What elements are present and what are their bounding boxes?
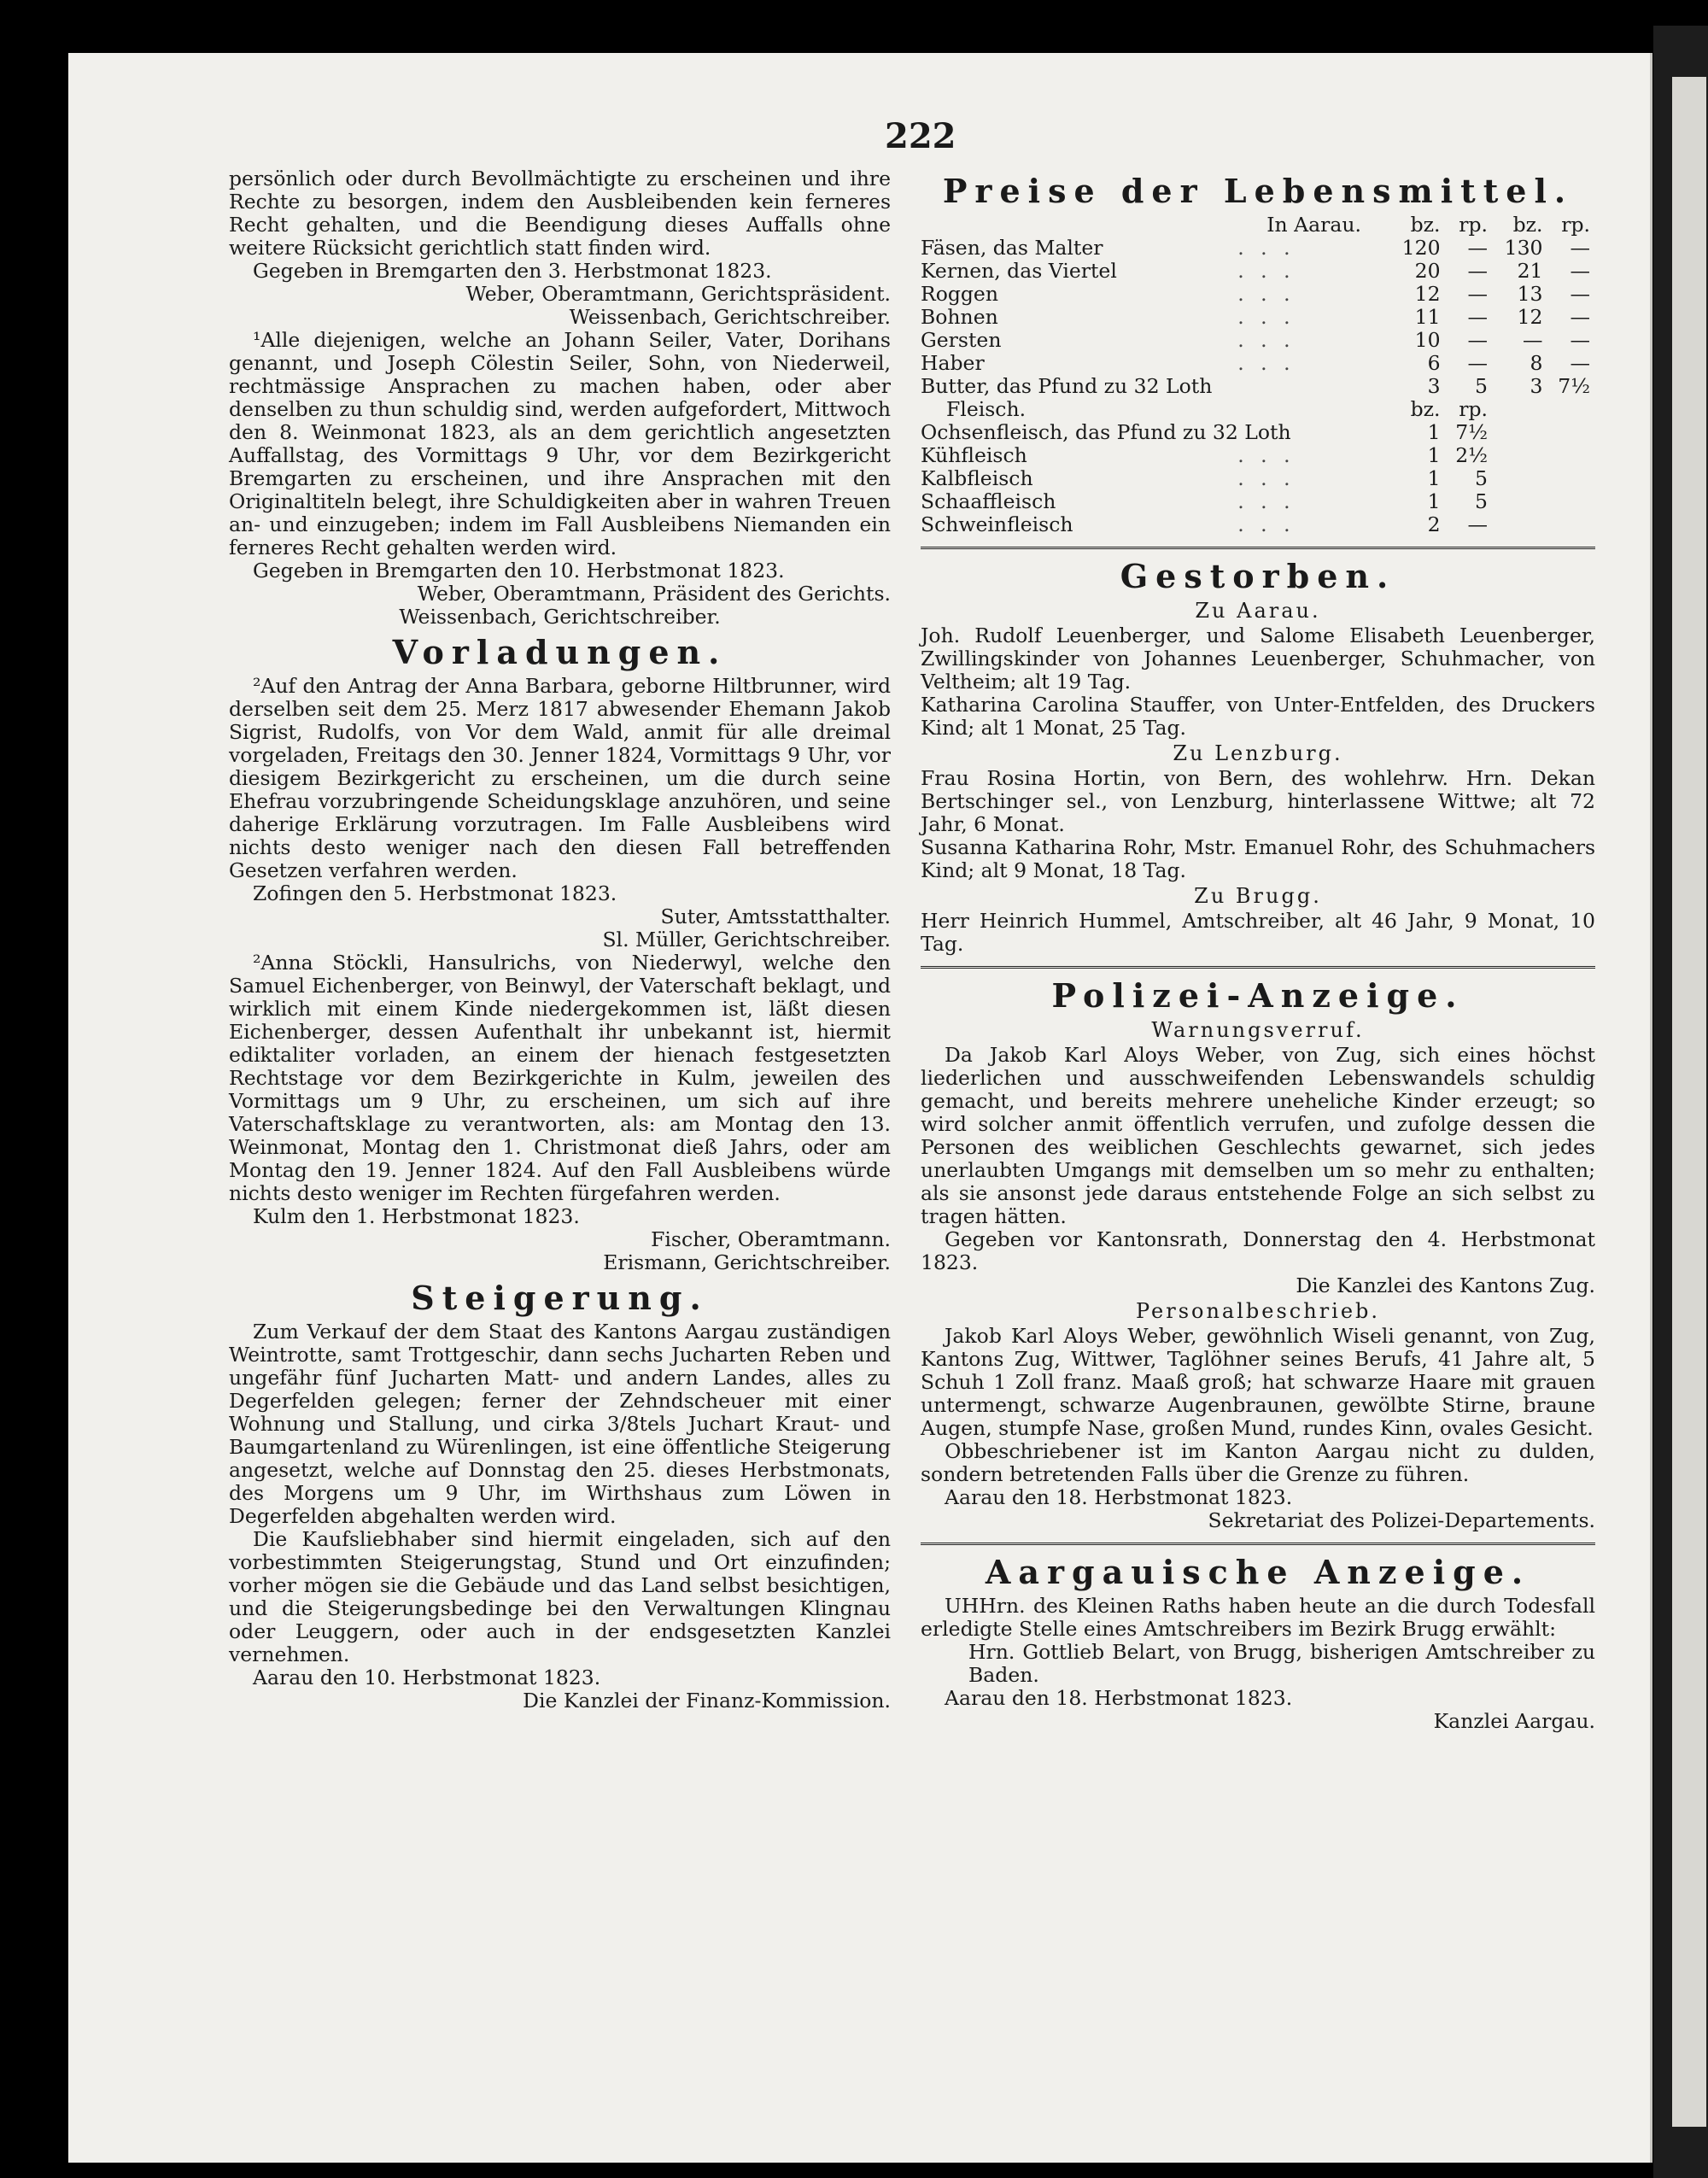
price-value: 130 (1504, 236, 1543, 260)
notice-date: Zofingen den 5. Herbstmonat 1823. (253, 881, 617, 905)
price-value: — (1523, 328, 1543, 352)
price-value: 11 (1414, 305, 1441, 329)
price-row: Gersten . . . 10 — — — (921, 329, 1595, 352)
notice-paragraph: UHHrn. des Kleinen Raths haben heute an die durch Todesfall erledigte Stelle eines Amtschreibers im Bezirk Brugg erwählt: (921, 1594, 1595, 1641)
price-value: 5 (1475, 489, 1488, 513)
notice-signature: Erismann, Gerichtschreiber. (603, 1250, 891, 1274)
price-row: Haber . . . 6 — 8 — (921, 352, 1595, 375)
notice-paragraph: persönlich oder durch Bevollmächtigte zu erscheinen und ihre Rechte zu besorgen, indem den Ausbleibenden kein ferneres Recht gehalten, und die Beendigung dieses Auffalls ohne weitere Rücksicht gerichtlich statt finden wird. (229, 167, 891, 260)
notice-signature: Suter, Amtsstatthalter. (660, 905, 891, 928)
notice-date: Aarau den 18. Herbstmonat 1823. (945, 1485, 1293, 1509)
price-value: 1 (1427, 420, 1441, 444)
notice-paragraph: ¹Alle diejenigen, welche an Johann Seiler, Vater, Dorihans genannt, und Joseph Cölestin Seiler, Sohn, von Niederweil, rechtmässige Ansprachen zu machen haben, oder aber denselben zu thun schuldig sind, werden aufgefordert, Mittwoch den 8. Weinmonat 1823, als an dem gerichtlich angesetzten Auffallstag, des Vormittags 9 Uhr, vor dem Bezirkgericht Bremgarten zu erscheinen, und ihre Ansprachen mit den Originaltiteln belegt, ihre Schuldigkeiten aber in wahren Treuen an- und einzugeben; indem im Fall Ausbleibens Niemanden ein ferneres Recht gehalten werden wird. (229, 328, 891, 559)
price-value: 5 (1475, 466, 1488, 490)
price-row: Kernen, das Viertel . . . 20 — 21 — (921, 260, 1595, 283)
price-value: — (1467, 328, 1488, 352)
price-item: Kernen, das Viertel (921, 259, 1117, 283)
section-heading-gestorben: Gestorben. (1120, 557, 1396, 595)
price-item: Roggen (921, 282, 998, 306)
place-subheading: Zu Aarau. (1195, 599, 1321, 623)
notice-date: Gegeben vor Kantonsrath, Donnerstag den 4. Herbstmonat 1823. (921, 1227, 1595, 1274)
notice-signature: Die Kanzlei der Finanz-Kommission. (523, 1689, 891, 1713)
price-value: 2 (1427, 512, 1441, 536)
price-item: Schaaffleisch (921, 489, 1056, 513)
price-value: — (1570, 282, 1590, 306)
price-value: 7½ (1558, 374, 1590, 398)
price-row: Schaaffleisch . . . 1 5 (921, 490, 1595, 513)
notice-signature: Sekretariat des Polizei-Departements. (1208, 1508, 1595, 1532)
price-value: 1 (1427, 466, 1441, 490)
notice-paragraph: Jakob Karl Aloys Weber, gewöhnlich Wiseli genannt, von Zug, Kantons Zug, Wittwer, Taglöhner seines Berufs, 41 Jahre alt, 5 Schuh 1 Zoll franz. Maaß groß; hat schwarze Haare mit grauen untermengt, schwarze Augenbraunen, gewölbte Stirne, braune Augen, stumpfe Nase, großen Mund, rundes Kinn, ovales Gesicht. (921, 1324, 1595, 1440)
price-row: Fäsen, das Malter . . . 120 — 130 — (921, 237, 1595, 260)
price-item: Kühfleisch (921, 443, 1027, 467)
notice-signature: Weber, Oberamtmann, Gerichtspräsident. (465, 282, 891, 306)
price-table (921, 214, 1595, 536)
location-label: In Aarau. (1266, 213, 1361, 237)
section-heading-aargau: Aargauische Anzeige. (985, 1553, 1531, 1591)
column-header: rp. (1459, 397, 1488, 421)
price-item: Gersten (921, 328, 1002, 352)
section-divider (921, 966, 1595, 969)
price-value: — (1570, 259, 1590, 283)
notice-date: Aarau den 18. Herbstmonat 1823. (945, 1686, 1293, 1710)
death-entry: Katharina Carolina Stauffer, von Unter-Entfelden, des Druckers Kind; alt 1 Monat, 25 Tag. (921, 693, 1595, 740)
price-row (921, 421, 1595, 444)
death-entry: Herr Heinrich Hummel, Amtschreiber, alt 46 Jahr, 9 Monat, 10 Tag. (921, 909, 1595, 956)
price-value: 120 (1401, 236, 1441, 260)
price-value: — (1467, 351, 1488, 375)
notice-paragraph: ²Auf den Antrag der Anna Barbara, geborne Hiltbrunner, wird derselben seit dem 25. Merz 1817 abwesender Ehemann Jakob Sigrist, Rudolfs, von Vor dem Wald, anmit für alle dreimal vorgeladen, Freitags den 30. Jenner 1824, Vormittags 9 Uhr, vor diesigem Bezirkgericht zu erscheinen, um die durch seine Ehefrau vorzubringende Scheidungsklage anzuhören, und seine daherige Erklärung vorzutragen. Im Falle Ausbleibens wird nichts desto weniger nach den diesen Fall betreffenden Gesetzen verfahren werden. (229, 674, 891, 882)
price-value: — (1467, 259, 1488, 283)
notice-date: Gegeben in Bremgarten den 10. Herbstmonat 1823. (253, 559, 785, 583)
notice-date: Kulm den 1. Herbstmonat 1823. (253, 1204, 580, 1228)
section-heading-vorladungen: Vorladungen. (392, 633, 728, 671)
notice-paragraph: ²Anna Stöckli, Hansulrichs, von Niederwyl, welche den Samuel Eichenberger, von Beinwyl, der Vaterschaft beklagt, und wirklich mit einem Kinde niedergekommen ist, läßt diesen Eichenberger, dessen Aufenthalt ihr unbekannt ist, hiermit ediktaliter vorladen, an einem der hienach festgesetzten Rechtstage vor dem Bezirkgerichte in Kulm, jeweilen des Vormittags um 9 Uhr, zu erscheinen, um sich auf ihre Vaterschaftsklage zu verantworten, als: am Montag den 13. Weinmonat, Montag den 1. Christmonat dieß Jahrs, oder am Montag den 19. Jenner 1824. Auf den Fall Ausbleibens würde nichts desto weniger im Rechten fürgefahren werden. (229, 951, 891, 1205)
notice-paragraph: Die Kaufsliebhaber sind hiermit eingeladen, sich auf den vorbestimmten Steigerungstag, Stund und Ort einzufinden; vorher mögen sie die Gebäude und das Land selbst besichtigen, und die Steigerungsbedinge bei den Verwaltungen Klingnau oder Leuggern, oder auch in der endsgesetzten Kanzlei vernehmen. (229, 1527, 891, 1666)
column-header: bz. (1512, 213, 1543, 237)
price-item: Kalbfleisch (921, 466, 1033, 490)
notice-paragraph: Hrn. Gottlieb Belart, von Brugg, bisherigen Amtschreiber zu Baden. (968, 1640, 1595, 1687)
death-entry: Susanna Katharina Rohr, Mstr. Emanuel Rohr, des Schuhmachers Kind; alt 9 Monat, 18 Tag. (921, 835, 1595, 882)
notice-subheading: Personalbeschrieb. (1135, 1299, 1381, 1323)
notice-signature: Kanzlei Aargau. (1433, 1709, 1595, 1733)
price-value: 3 (1427, 374, 1441, 398)
left-column (229, 167, 891, 1713)
price-row: Kalbfleisch . . . 1 5 (921, 467, 1595, 490)
price-item: Schweinfleisch (921, 512, 1073, 536)
right-column (921, 167, 1595, 1733)
price-item: Haber (921, 351, 985, 375)
price-value: 3 (1530, 374, 1543, 398)
price-value: 10 (1414, 328, 1441, 352)
notice-signature: Weber, Oberamtmann, Präsident des Gerichts. (417, 582, 891, 606)
column-header: rp. (1561, 213, 1590, 237)
page-number: 222 (885, 116, 956, 156)
price-value: — (1570, 305, 1590, 329)
notice-paragraph: Obbeschriebener ist im Kanton Aargau nicht zu dulden, sondern betretenden Falls über die Grenze zu führen. (921, 1439, 1595, 1486)
notice-date: Gegeben in Bremgarten den 3. Herbstmonat 1823. (253, 259, 772, 283)
price-table-header (921, 214, 1595, 237)
price-row: Schweinfleisch . . . 2 — (921, 513, 1595, 536)
price-value: 6 (1427, 351, 1441, 375)
notice-signature: Sl. Müller, Gerichtschreiber. (602, 928, 891, 951)
notice-paragraph: Da Jakob Karl Aloys Weber, von Zug, sich eines höchst liederlichen und ausschweifenden Lebenswandels schuldig gemacht, und bereits mehrere uneheliche Kinder erzeugt; so wird solcher anmit öffentlich verrufen, und zufolge dessen die Personen des weiblichen Geschlechts gewarnet, sich jedes unerlaubten Umgangs mit demselben um so mehr zu enthalten; als sie ansonst jede daraus entstehende Folge an sich selbst zu tragen hätten. (921, 1043, 1595, 1228)
adjacent-page-paper (1672, 77, 1706, 2127)
notice-signature: Fischer, Oberamtmann. (651, 1227, 891, 1251)
price-value: 8 (1530, 351, 1543, 375)
notice-paragraph: Zum Verkauf der dem Staat des Kantons Aargau zuständigen Weintrotte, samt Trottgeschir, dann sechs Jucharten Reben und ungefähr fünf Jucharten Matt- und andern Landes, alles zu Degerfelden gelegen; ferner der Zehndscheuer mit einer Wohnung und Stallung, und cirka 3/8tels Juchart Kraut- und Baumgartenland zu Würenlingen, ist eine öffentliche Steigerung angesetzt, welche auf Donnstag den 25. dieses Herbstmonats, des Morgens um 9 Uhr, im Wirthshaus zum Löwen in Degerfelden abgehalten werden wird. (229, 1320, 891, 1528)
notice-signature: Weissenbach, Gerichtschreiber. (399, 605, 721, 629)
column-header: bz. (1410, 397, 1441, 421)
price-value: 12 (1414, 282, 1441, 306)
price-value: — (1570, 351, 1590, 375)
price-value: 21 (1517, 259, 1543, 283)
price-row: Kühfleisch . . . 1 2½ (921, 444, 1595, 467)
price-item: Fäsen, das Malter (921, 236, 1103, 260)
section-heading-preise: Preise der Lebensmittel. (942, 172, 1574, 210)
price-item: Bohnen (921, 305, 998, 329)
column-header: bz. (1410, 213, 1441, 237)
notice-signature: Weissenbach, Gerichtschreiber. (569, 305, 891, 329)
price-value: 2½ (1455, 443, 1488, 467)
price-value: 5 (1475, 374, 1488, 398)
price-value: 20 (1414, 259, 1441, 283)
price-value: — (1467, 236, 1488, 260)
section-heading-steigerung: Steigerung. (411, 1279, 709, 1317)
meat-label: Fleisch. (946, 397, 1027, 421)
price-row: Roggen . . . 12 — 13 — (921, 283, 1595, 306)
death-entry: Frau Rosina Hortin, von Bern, des wohlehrw. Hrn. Dekan Bertschinger sel., von Lenzburg, hinterlassene Wittwe; alt 72 Jahr, 6 Monat. (921, 766, 1595, 836)
price-value: 13 (1517, 282, 1543, 306)
notice-subheading: Warnungsverruf. (1151, 1018, 1365, 1042)
column-header: rp. (1459, 213, 1488, 237)
death-entry: Joh. Rudolf Leuenberger, und Salome Elisabeth Leuenberger, Zwillingskinder von Johannes Leuenberger, Schuhmacher, von Veltheim; alt 19 Tag. (921, 624, 1595, 694)
price-value: 7½ (1455, 420, 1488, 444)
section-divider (921, 547, 1595, 549)
price-value: — (1467, 305, 1488, 329)
notice-date: Aarau den 10. Herbstmonat 1823. (253, 1666, 601, 1689)
price-value: — (1570, 328, 1590, 352)
price-value: — (1570, 236, 1590, 260)
price-item: Ochsenfleisch, das Pfund zu 32 Loth (921, 420, 1291, 444)
adjacent-page-edge (1653, 26, 1708, 2178)
price-value: — (1467, 282, 1488, 306)
section-heading-polizei: Polizei-Anzeige. (1051, 976, 1465, 1015)
price-row: Bohnen . . . 11 — 12 — (921, 306, 1595, 329)
price-value: 12 (1517, 305, 1543, 329)
price-table-header (921, 398, 1595, 421)
place-subheading: Zu Brugg. (1194, 884, 1322, 908)
place-subheading: Zu Lenzburg. (1173, 741, 1343, 765)
notice-signature: Die Kanzlei des Kantons Zug. (1296, 1273, 1595, 1297)
price-value: 1 (1427, 489, 1441, 513)
price-value: — (1467, 512, 1488, 536)
price-item: Butter, das Pfund zu 32 Loth (921, 374, 1213, 398)
price-row (921, 375, 1595, 398)
section-divider (921, 1543, 1595, 1545)
price-value: 1 (1427, 443, 1441, 467)
